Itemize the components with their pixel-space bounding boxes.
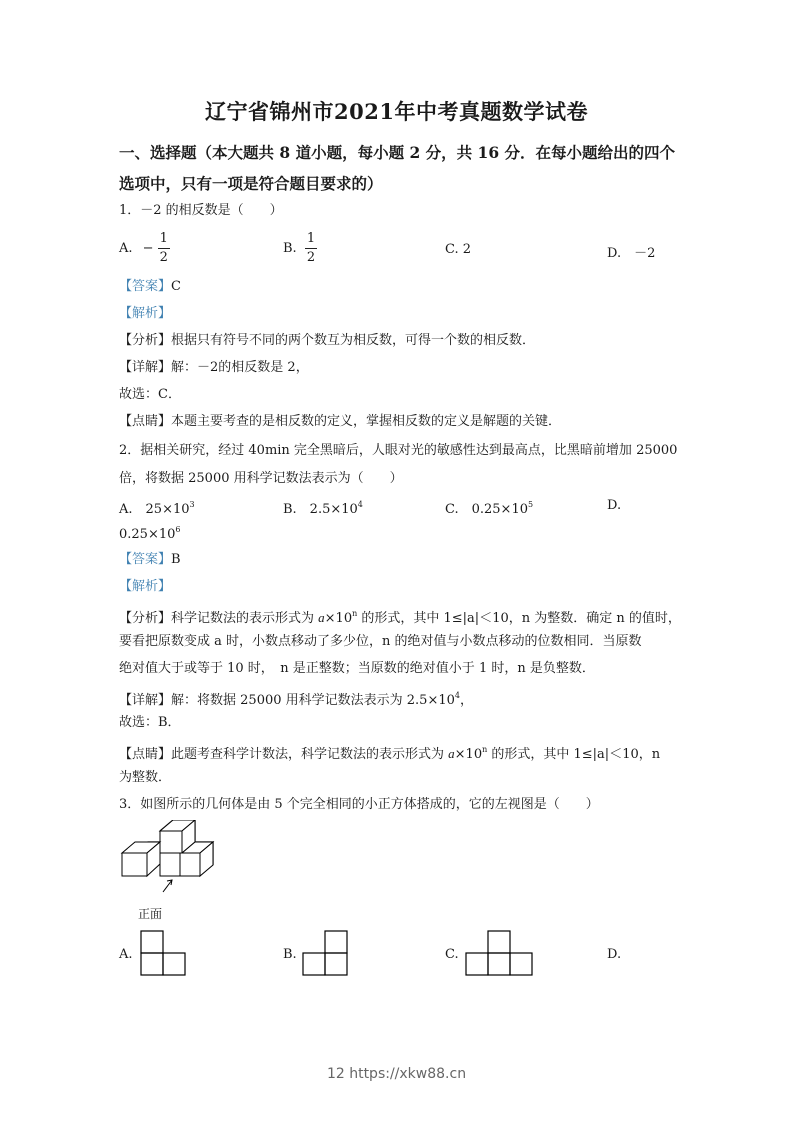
q3-option-a-figure (140, 930, 188, 976)
q2-fenxi-line2: 要看把原数变成 a 时，小数点移动了多少位，n 的绝对值与小数点移动的位数相同．当原数 (119, 634, 642, 649)
q2-option-a: A. $25\times 10^3$ (119, 500, 195, 517)
q3-option-c-figure (465, 930, 535, 976)
q2-fenxi-line3: 绝对值大于或等于 10 时， n 是正整数；当原数的绝对值小于 1 时，n 是负整数． (119, 661, 595, 676)
q1-option-b: B. $\frac{1}{2}$ (283, 231, 316, 265)
q2-option-d: D. (607, 498, 622, 513)
q1-option-d: D. －2 (607, 246, 656, 261)
q1-fenxi: 【分析】根据只有符号不同的两个数互为相反数，可得一个数的相反数． (119, 333, 536, 348)
q2-stem-line1: 2．据相关研究，经过 40min 完全黑暗后，人眼对光的敏感性达到最高点，比黑暗前增加 25000 (119, 443, 678, 458)
q3-stem: 3．如图所示的几何体是由 5 个完全相同的小正方体搭成的，它的左视图是（ ） (119, 797, 599, 812)
section-heading-line1: 一、选择题（本大题共 8 道小题，每小题 2 分，共 16 分．在每小题给出的四个 (119, 143, 676, 162)
page-footer[interactable]: 12 https://xkw88.cn (326, 1066, 467, 1082)
q2-answer: 【答案】B (119, 552, 181, 567)
q2-stem-line2: 倍，将数据 25000 用科学记数法表示为（ ） (119, 471, 403, 486)
cube-figure (115, 820, 225, 905)
q1-analysis-tag: 【解析】 (119, 306, 172, 321)
q2-dianjing-line2: 为整数． (119, 770, 172, 785)
q1-answer: 【答案】C (119, 279, 181, 294)
q1-guxuan: 故选：C． (119, 387, 181, 402)
fraction: $\frac{1}{2}$ (306, 231, 316, 265)
q1-option-a: A. − $\frac{1}{2}$ (119, 231, 168, 265)
fraction: $\frac{1}{2}$ (159, 231, 168, 265)
q3-option-b-label: B. (283, 947, 297, 962)
section-heading-line2: 选项中，只有一项是符合题目要求的） (119, 174, 383, 193)
q2-option-c: C. $0.25\times 10^5$ (445, 500, 534, 517)
q3-option-b-figure (302, 930, 350, 976)
q3-option-d-label: D. (607, 947, 622, 962)
q2-fenxi-line1: 【分析】科学记数法的表示形式为 $a\times 10^n$ 的形式，其中 1≤|a|＜10，n 为整数．确定 n 的值时， (119, 609, 681, 626)
page-title: 辽宁省锦州市2021年中考真题数学试卷 (205, 99, 588, 124)
q3-option-a-label: A. (119, 947, 133, 962)
q2-analysis-tag: 【解析】 (119, 579, 172, 594)
q1-stem: 1．－2 的相反数是（ ） (119, 203, 283, 218)
q2-dianjing-line1: 【点睛】此题考查科学计数法，科学记数法的表示形式为 $a\times 10^n$ 的形式，其中 1≤|a|＜10，n (119, 745, 661, 762)
q3-option-c-label: C. (445, 947, 459, 962)
q1-option-c: C. 2 (445, 242, 472, 257)
q2-xiangjie: 【详解】解：将数据 25000 用科学记数法表示为 $2.5\times 10^4$， (119, 691, 473, 708)
q2-option-d-value: $0.25\times 10^6$ (119, 525, 181, 542)
front-label: 正面 (138, 907, 163, 921)
q2-option-b: B. $2.5\times 10^4$ (283, 500, 363, 517)
q2-guxuan: 故选：B． (119, 715, 181, 730)
q1-dianjing: 【点睛】本题主要考查的是相反数的定义，掌握相反数的定义是解题的关键． (119, 414, 562, 429)
q1-xiangjie: 【详解】解：－2的相反数是 2， (119, 360, 309, 375)
